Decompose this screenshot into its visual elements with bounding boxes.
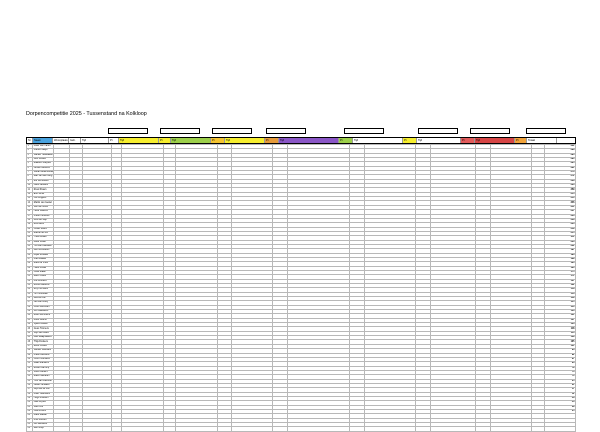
cell-nr: 43 xyxy=(27,327,33,331)
cell xyxy=(163,427,175,431)
header-race1-pt: Pt xyxy=(109,138,119,143)
cell-totaal: 233 xyxy=(544,214,575,218)
race-group-8 xyxy=(526,128,566,134)
cell-naam: Niek Wijnen xyxy=(33,401,54,405)
cell-nr: 39 xyxy=(27,310,33,314)
cell-naam: Martin van Gestel xyxy=(33,201,52,204)
cell-nr: 25 xyxy=(27,249,33,253)
cell-totaal xyxy=(544,427,575,431)
race-group-5 xyxy=(344,128,384,134)
cell-totaal: 123 xyxy=(544,323,575,327)
cell-nr: 24 xyxy=(27,244,33,248)
cell-naam: Marcel de Wit xyxy=(33,231,54,235)
cell-naam: Henk Willems xyxy=(33,210,54,214)
cell-naam: Thijs Donkers xyxy=(33,340,54,344)
race-group-3 xyxy=(212,128,252,134)
standings-sheet xyxy=(26,128,576,432)
cell-naam: Jan van Rooij xyxy=(33,301,54,305)
cell xyxy=(273,427,288,431)
cell-nr: 6 xyxy=(27,166,33,170)
cell-nr: 10 xyxy=(27,184,33,188)
cell-naam: Jesse Verbakel xyxy=(33,383,54,387)
cell-naam: Mats Habraken xyxy=(33,375,54,379)
cell-totaal: 79 xyxy=(544,366,575,370)
page-title: Dorpencompetitie 2025 - Tussenstand na Kolkloop xyxy=(26,111,147,117)
cell-totaal: 52 xyxy=(544,392,575,396)
cell-naam: Olaf Rovers xyxy=(33,409,54,413)
cell-totaal: 302 xyxy=(544,145,575,149)
cell-nr: 15 xyxy=(27,205,33,209)
cell xyxy=(532,427,544,431)
cell-naam: Ruben van Erp xyxy=(33,366,54,370)
cell-nr: 21 xyxy=(27,231,33,235)
cell-naam: Wouter Swinkels xyxy=(33,349,54,353)
cell-naam: Rob Aarts xyxy=(33,223,54,227)
cell-totaal: 246 xyxy=(544,201,575,205)
cell-nr: 64 xyxy=(27,418,33,422)
cell-nr: 57 xyxy=(27,388,33,392)
cell-naam: Johan Bosch xyxy=(33,227,54,231)
cell-nr: 38 xyxy=(27,305,33,309)
cell xyxy=(287,427,349,431)
header-race6-pt: Pt xyxy=(403,138,417,143)
cell-nr: 14 xyxy=(27,201,33,205)
cell-nr: 12 xyxy=(27,192,33,196)
cell-naam: Rik Verhoeven xyxy=(33,179,54,183)
cell-naam: Lei Janssens xyxy=(33,423,54,427)
cell-totaal: 57 xyxy=(544,388,575,392)
cell xyxy=(476,427,491,431)
cell-nr: 11 xyxy=(27,188,33,192)
cell-naam: Michel Martens xyxy=(33,284,54,288)
cell-naam: Luuk Tielemans xyxy=(33,392,54,396)
cell-nr: 35 xyxy=(27,292,33,296)
cell-totaal: 290 xyxy=(544,158,575,162)
header-race2-tijd: Tijd xyxy=(119,138,159,143)
cell-naam: Coen Gerritsen xyxy=(33,305,54,309)
cell-naam: Sander Heesakkers xyxy=(33,153,54,156)
cell-naam: Gijs van de Ven xyxy=(33,388,54,392)
cell-totaal: 281 xyxy=(544,166,575,170)
cell xyxy=(82,427,111,431)
cell-nr: 55 xyxy=(27,379,33,383)
header-race6-tijd: Tijd xyxy=(353,138,403,143)
cell-totaal: 250 xyxy=(544,197,575,201)
cell-totaal: 219 xyxy=(544,227,575,231)
cell xyxy=(232,427,273,431)
header-race4-pt: Pt xyxy=(265,138,279,143)
column-header-row xyxy=(26,137,576,144)
header-race5-tijd: Tijd xyxy=(279,138,339,143)
cell-naam: Patrick Meijer xyxy=(33,149,54,153)
cell-naam: Erik Smits xyxy=(33,192,54,196)
cell-totaal: 127 xyxy=(544,318,575,322)
cell-totaal: 211 xyxy=(544,236,575,240)
cell-totaal: 92 xyxy=(544,353,575,357)
cell-nr: 48 xyxy=(27,349,33,353)
cell-nr: 45 xyxy=(27,336,33,340)
cell xyxy=(176,427,217,431)
cell-naam: Niels Janssen xyxy=(33,184,54,188)
cell-totaal: 35 xyxy=(544,409,575,413)
cell-nr: 27 xyxy=(27,257,33,261)
cell-nr: 36 xyxy=(27,297,33,301)
header-race4-tijd: Tijd xyxy=(225,138,265,143)
cell xyxy=(111,427,121,431)
cell-totaal: 272 xyxy=(544,175,575,179)
cell-naam: Roy Hermans xyxy=(33,288,54,292)
cell-naam: Tim Schouten xyxy=(33,292,54,296)
cell-nr: 65 xyxy=(27,423,33,427)
cell-nr: 17 xyxy=(27,214,33,218)
cell-naam: Bram Lemmens xyxy=(33,314,54,318)
cell-nr: 32 xyxy=(27,279,33,283)
cell-totaal: 43 xyxy=(544,401,575,405)
cell-naam: Ivo Claessens xyxy=(33,310,54,314)
cell xyxy=(70,427,82,431)
cell-nr: 9 xyxy=(27,179,33,183)
cell-totaal: 48 xyxy=(544,396,575,400)
cell-nr: 52 xyxy=(27,366,33,370)
cell-nr: 40 xyxy=(27,314,33,318)
cell-totaal: 96 xyxy=(544,349,575,353)
cell-nr: 59 xyxy=(27,396,33,400)
cell-totaal: 276 xyxy=(544,171,575,175)
cell-naam: Dirk van Dijk xyxy=(33,218,54,222)
cell-totaal: 109 xyxy=(544,336,575,340)
cell-totaal: 237 xyxy=(544,210,575,214)
cell-nr: 1 xyxy=(27,145,33,149)
cell-nr: 22 xyxy=(27,236,33,240)
cell-nr: 37 xyxy=(27,301,33,305)
cell-nr: 5 xyxy=(27,162,33,166)
cell-naam: Hugo Fransen xyxy=(33,396,54,400)
cell-naam: Koen Geurts xyxy=(33,318,54,322)
cell-totaal: 189 xyxy=(544,257,575,261)
cell-totaal: 224 xyxy=(544,223,575,227)
cell-totaal: 153 xyxy=(544,292,575,296)
cell-nr: 60 xyxy=(27,401,33,405)
cell-totaal: 145 xyxy=(544,301,575,305)
cell-totaal: 228 xyxy=(544,218,575,222)
cell-naam: Ruud Peters xyxy=(33,188,54,192)
cell-totaal: 87 xyxy=(544,357,575,361)
cell-totaal: 140 xyxy=(544,305,575,309)
cell-totaal: 294 xyxy=(544,153,575,157)
cell-totaal: 259 xyxy=(544,188,575,192)
cell xyxy=(53,427,70,431)
header-woonplaats: Woonplaats xyxy=(54,139,68,142)
cell-totaal: 61 xyxy=(544,383,575,387)
cell-naam: Daan Manders xyxy=(33,362,54,366)
cell-totaal: 197 xyxy=(544,249,575,253)
cell-naam: Stan Vos xyxy=(33,405,54,409)
cell-naam: Tom van Lieshout xyxy=(33,379,52,382)
cell-totaal: 162 xyxy=(544,284,575,288)
cell-naam: Leo Vermeulen xyxy=(33,249,54,253)
cell xyxy=(416,427,431,431)
cell-nr: 46 xyxy=(27,340,33,344)
cell-naam: Hans Koster xyxy=(33,266,54,270)
header-race8-pt: Pt xyxy=(515,138,527,143)
cell-totaal: 65 xyxy=(544,379,575,383)
table-row xyxy=(27,427,576,431)
cell-naam: Theo Mulder xyxy=(33,236,54,240)
header-geb: Geb. xyxy=(69,138,81,143)
cell-naam: Joost Maas xyxy=(33,270,54,274)
cell-totaal: 184 xyxy=(544,262,575,266)
cell-naam: Bas Prinsen xyxy=(33,275,54,279)
cell-nr: 19 xyxy=(27,223,33,227)
cell-totaal: 268 xyxy=(544,179,575,183)
cell xyxy=(364,427,416,431)
cell-nr: 49 xyxy=(27,353,33,357)
cell-naam: Gert Koolen xyxy=(33,158,54,162)
cell-naam: Guus Timmers xyxy=(33,327,54,331)
cell-nr: 42 xyxy=(27,323,33,327)
cell-nr: 66 xyxy=(27,427,33,431)
header-race7-pt: Pt xyxy=(461,138,475,143)
cell-nr: 54 xyxy=(27,375,33,379)
cell-naam: Arjan Brouwer xyxy=(33,253,54,257)
race-group-headers xyxy=(26,128,576,137)
header-race7-tijd: Tijd xyxy=(417,138,461,143)
cell-nr: 26 xyxy=(27,253,33,257)
header-totaal: Totaal xyxy=(527,138,557,143)
cell xyxy=(217,427,232,431)
cell-nr: 53 xyxy=(27,370,33,374)
cell-naam: Rens Coolen xyxy=(33,344,54,348)
header-race3-pt: Pt xyxy=(211,138,225,143)
cell-totaal: 180 xyxy=(544,266,575,270)
cell-nr: 44 xyxy=(27,331,33,335)
cell-nr: 56 xyxy=(27,383,33,387)
cell-naam: Frank Hendriks xyxy=(33,214,54,218)
cell-nr: 7 xyxy=(27,171,33,175)
cell-totaal: 149 xyxy=(544,297,575,301)
race-group-2 xyxy=(160,128,200,134)
cell-totaal: 167 xyxy=(544,279,575,283)
cell-nr: 13 xyxy=(27,197,33,201)
cell-totaal: 193 xyxy=(544,253,575,257)
cell-totaal: 39 xyxy=(544,405,575,409)
header-naam: Naam xyxy=(33,138,53,143)
cell-nr: 47 xyxy=(27,344,33,348)
cell-totaal: 74 xyxy=(544,370,575,374)
header-race3-tijd: Tijd xyxy=(171,138,211,143)
cell-naam: Bart van den Berg xyxy=(33,175,53,178)
cell-nr: 23 xyxy=(27,240,33,244)
cell-naam: Jos Kuijpers xyxy=(33,197,54,201)
cell-naam: Ton van Leeuwen xyxy=(33,244,52,247)
cell-naam: Sven Kanters xyxy=(33,370,54,374)
cell-nr: 51 xyxy=(27,362,33,366)
cell-nr: 8 xyxy=(27,175,33,179)
standings-table xyxy=(26,144,576,432)
cell-naam: Joris Hurkmans xyxy=(33,357,54,361)
cell-naam: Sjoerd Rutten xyxy=(33,323,54,327)
cell-totaal: 158 xyxy=(544,288,575,292)
cell-naam: Kees Visser xyxy=(33,240,54,244)
cell-totaal: 114 xyxy=(544,331,575,335)
race-group-4 xyxy=(266,128,306,134)
cell-naam: Jeroen Beckers xyxy=(33,166,54,170)
cell-totaal: 263 xyxy=(544,184,575,188)
cell-totaal: 83 xyxy=(544,362,575,366)
cell-totaal: 131 xyxy=(544,314,575,318)
race-group-6 xyxy=(418,128,458,134)
cell-nr: 34 xyxy=(27,288,33,292)
cell-totaal: 206 xyxy=(544,240,575,244)
cell xyxy=(350,427,365,431)
cell-totaal: 255 xyxy=(544,192,575,196)
cell xyxy=(122,427,163,431)
cell-nr: 50 xyxy=(27,357,33,361)
header-race2-pt: Pt xyxy=(159,138,171,143)
cell-totaal: 241 xyxy=(544,205,575,209)
cell-nr: 18 xyxy=(27,218,33,222)
cell-nr: 29 xyxy=(27,266,33,270)
cell-naam: Bert Buijs xyxy=(33,427,54,431)
cell-nr: 3 xyxy=(27,153,33,157)
cell-totaal: 175 xyxy=(544,270,575,274)
cell-nr: 16 xyxy=(27,210,33,214)
cell-totaal: 285 xyxy=(544,162,575,166)
cell-naam: Dennis Kok xyxy=(33,297,54,301)
cell-nr: 2 xyxy=(27,149,33,153)
cell-naam: Luc Wouters xyxy=(33,279,54,283)
cell-naam: Frits Loonen xyxy=(33,418,54,422)
cell-totaal: 215 xyxy=(544,231,575,235)
cell-nr: 41 xyxy=(27,318,33,322)
race-group-7 xyxy=(470,128,510,134)
header-nr: Nr xyxy=(27,138,33,143)
cell-totaal: 70 xyxy=(544,375,575,379)
cell-naam: Mark de Vries xyxy=(33,262,54,266)
cell-naam: Stijn van Asten xyxy=(33,331,54,335)
cell-nr: 62 xyxy=(27,409,33,413)
cell-totaal: 202 xyxy=(544,244,575,248)
cell-nr: 61 xyxy=(27,405,33,409)
cell-nr: 58 xyxy=(27,392,33,396)
cell-nr: 30 xyxy=(27,270,33,274)
cell-totaal: 101 xyxy=(544,344,575,348)
header-race8-tijd: Tijd xyxy=(475,138,515,143)
cell-naam: Pieter Biemans xyxy=(33,353,54,357)
cell-nr: 31 xyxy=(27,275,33,279)
cell-totaal: 105 xyxy=(544,340,575,344)
cell-naam: Lars Raaijmakers xyxy=(33,336,52,339)
cell-nr: 63 xyxy=(27,414,33,418)
cell-naam: Peter van Haren xyxy=(33,145,54,149)
cell xyxy=(430,427,476,431)
cell-nr: 4 xyxy=(27,158,33,162)
header-race1-tijd: Tijd xyxy=(81,138,109,143)
cell-totaal: 118 xyxy=(544,327,575,331)
cell-naam: Stefan Bloemendaal xyxy=(33,171,54,174)
cell-naam: Paul Dekker xyxy=(33,257,54,261)
header-race5-pt: Pt xyxy=(339,138,353,143)
cell-naam: Wim de Groot xyxy=(33,205,54,209)
cell xyxy=(490,427,531,431)
cell-totaal: 171 xyxy=(544,275,575,279)
cell-totaal: 298 xyxy=(544,149,575,153)
cell-totaal: 136 xyxy=(544,310,575,314)
race-group-1 xyxy=(108,128,148,134)
cell-nr: 20 xyxy=(27,227,33,231)
cell-nr: 28 xyxy=(27,262,33,266)
cell-nr: 33 xyxy=(27,284,33,288)
cell-naam: Maarten Kleijnen xyxy=(33,162,54,166)
cell-naam: Karel Bakker xyxy=(33,414,54,418)
